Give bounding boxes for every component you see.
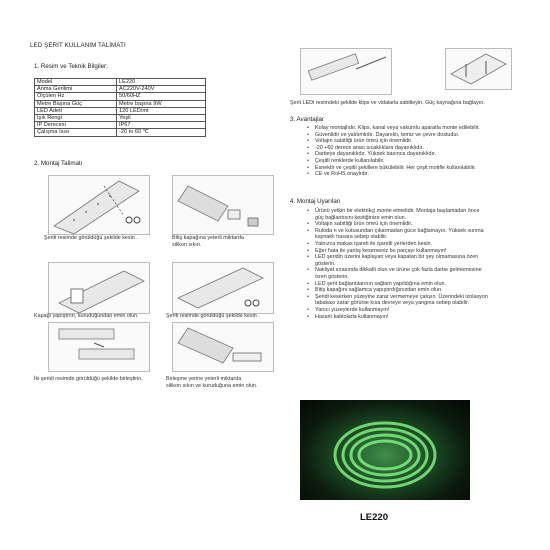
spec-value: -20 to 60 ℃ — [117, 129, 206, 136]
advantage-item: • Esnektir ve çeşitli şekillere bükülebilir. Her çeşit motifle kullanılabilir. — [306, 165, 546, 172]
spec-key: Ölçülen Hz — [35, 93, 117, 100]
warning-line: • Hasarlı kablolarla kullanmayın! — [315, 313, 389, 320]
spec-value: LE220 — [117, 79, 206, 86]
spec-value: 120 LED/mt — [117, 107, 206, 114]
advantage-item: • Voltajın sabitliği ürün ömrü için önemlidir. — [306, 138, 546, 145]
spec-key: Metre Başına Güç — [35, 100, 117, 107]
warning-line: • Bitiş kapağını sağlamca yapıştırdığınızdan emin olun. — [315, 287, 443, 294]
advantage-item: • Çeşitli renklerde kullanılabilir. — [306, 158, 546, 165]
join-strips-illustration — [48, 322, 150, 372]
warning-item — [306, 281, 546, 288]
warning-line: tabakası zarar görürse kısa devreye veya yangına sebep olabilir. — [315, 300, 470, 307]
spec-value: Yeşil — [117, 115, 206, 122]
document-title: LED ŞERİT KULLANIM TALİMATI — [30, 42, 126, 49]
spec-value: 50/60HZ — [117, 93, 206, 100]
warning-line: • Şeridi keserken yüzeyine zarar vermemeye çalışın. Üzerindeki izolasyon — [315, 293, 488, 300]
warning-line: • LED şeridin üzerini kaplayan veya kapatan bir şey olmamasına özen — [315, 254, 479, 261]
spec-table — [34, 78, 206, 137]
warning-line: • Eğer hata ile yanlış keserseniz bu parçayı kullanmayın! — [315, 247, 447, 254]
warning-line: • Yalnızca makas işareti ile işaretli yerlerden kesin. — [315, 240, 433, 247]
warning-item — [306, 307, 546, 314]
section-3-heading: 3. Avantajlar — [290, 116, 324, 123]
warning-line: • Voltajın sabitliği ürün ömrü için önemlidir. — [315, 221, 413, 228]
warnings-list — [306, 208, 546, 320]
spec-row — [35, 107, 206, 114]
caption-cut-strip: Şeriti resimde görüldüğü şekilde kesin . — [44, 235, 138, 241]
spec-key: Işık Rengi — [35, 115, 117, 122]
section-4-heading: 4. Montaj Uyarıları — [290, 198, 341, 205]
caption-join-strips: İki şeridi resimde görüldüğü şekilde birleştirin. — [34, 376, 143, 382]
product-model-label: LE220 — [360, 512, 388, 523]
warning-line: özen gösterin. — [315, 273, 349, 280]
caption-silicone-cap-2: silikon sıkın. — [172, 242, 202, 248]
warning-line: • Nakliyat sırasında dikkatli olun ve ürüne çok fazla darbe gelmemesine — [315, 267, 482, 274]
silicone-join-illustration — [172, 322, 274, 372]
warning-item — [306, 314, 546, 321]
warning-line: gösterin. — [315, 260, 336, 267]
advantage-item: • Kolay montajlıdır. Klips, kanal veya vakumlu aparatla monte edilebilir. — [306, 125, 546, 132]
caption-silicone-join-2: silikon sıkın ve kuruduğuna emin olun. — [166, 383, 258, 389]
section-1-heading: 1. Resim ve Teknik Bilgiler: — [34, 63, 108, 70]
spec-row — [35, 100, 206, 107]
cut-strip-illustration — [48, 175, 150, 235]
spec-row — [35, 86, 206, 93]
cut-strip-illustration-2 — [172, 262, 274, 314]
spec-value: IP67 — [117, 122, 206, 129]
spec-key: Model — [35, 79, 117, 86]
spec-value: Metre başına 9W — [117, 100, 206, 107]
spec-row — [35, 79, 206, 86]
warning-item — [306, 254, 546, 267]
caption-silicone-cap-1: Bitiş kapağına yeterli miktarda — [172, 235, 244, 241]
warning-line: güç bağlantısını kestiğinize emin olun. — [315, 214, 407, 221]
caption-attach-cap: Kapağı yapıştırın, kuruduğundan emin olun. — [34, 313, 139, 319]
caption-silicone-join-1: Birleşme yerine yeterli miktarda — [166, 376, 242, 382]
advantages-list — [306, 125, 546, 178]
warning-line: • LED şerit bağlantılarının sağlam yapıldığına emin olun. — [315, 280, 446, 287]
caption-cut-strip-2: Şeriti resimde görüldüğü şekilde kesin . — [166, 313, 260, 319]
warning-item — [306, 241, 546, 248]
advantage-item: • -20 +60 derece arası sıcaklıklara dayanıklıdır. — [306, 145, 546, 152]
section-2-heading: 2. Montaj Talimatı — [34, 160, 83, 167]
advantage-item: • Güvenlidir ve yalıtımlıdır. Dayanıklı, temiz ve çevre dostudur. — [306, 132, 546, 139]
spec-key: Anma Gerilimi — [35, 86, 117, 93]
screw-mount-illustration — [445, 48, 512, 90]
warning-item — [306, 221, 546, 228]
caption-mount: Şerit LEDi resimdeki şekilde klips ve vidalarla sabitleyin. Güç kaynağına bağlayın. — [290, 100, 485, 106]
spec-row — [35, 122, 206, 129]
warning-line: • Ruloda n ve kutusundan çıkarmadan güce bağlamayın. Yüksek ısınma — [315, 227, 484, 234]
spec-row — [35, 115, 206, 122]
warning-item — [306, 294, 546, 307]
warning-line: • Ürünü yetkin bir elektrikçi monte etmelidir. Montaja başlamadan önce — [315, 208, 480, 214]
warning-line: kaynaklı hasara sebep olabilir. — [315, 234, 388, 241]
advantage-item: • CE ve RoHS onaylıdır. — [306, 171, 546, 178]
clip-mount-illustration — [300, 48, 392, 95]
warning-item — [306, 287, 546, 294]
warning-item — [306, 248, 546, 255]
spec-value: AC220V-240V — [117, 86, 206, 93]
warning-item — [306, 228, 546, 241]
silicone-cap-illustration — [172, 175, 274, 235]
warning-item — [306, 267, 546, 280]
product-photo — [300, 400, 470, 500]
warning-item — [306, 208, 546, 221]
advantage-item: • Darbeye dayanıklıdır. Yüksek basınca dayanıklıdır. — [306, 151, 546, 158]
spec-key: IP Derecesi — [35, 122, 117, 129]
spec-key: Çalışma Isısı — [35, 129, 117, 136]
spec-row — [35, 93, 206, 100]
warning-line: • Yanıcı yüzeylerde kullanmayın! — [315, 306, 390, 313]
spec-key: LED Adeti — [35, 107, 117, 114]
attach-cap-illustration — [48, 262, 150, 314]
spec-row — [35, 129, 206, 136]
